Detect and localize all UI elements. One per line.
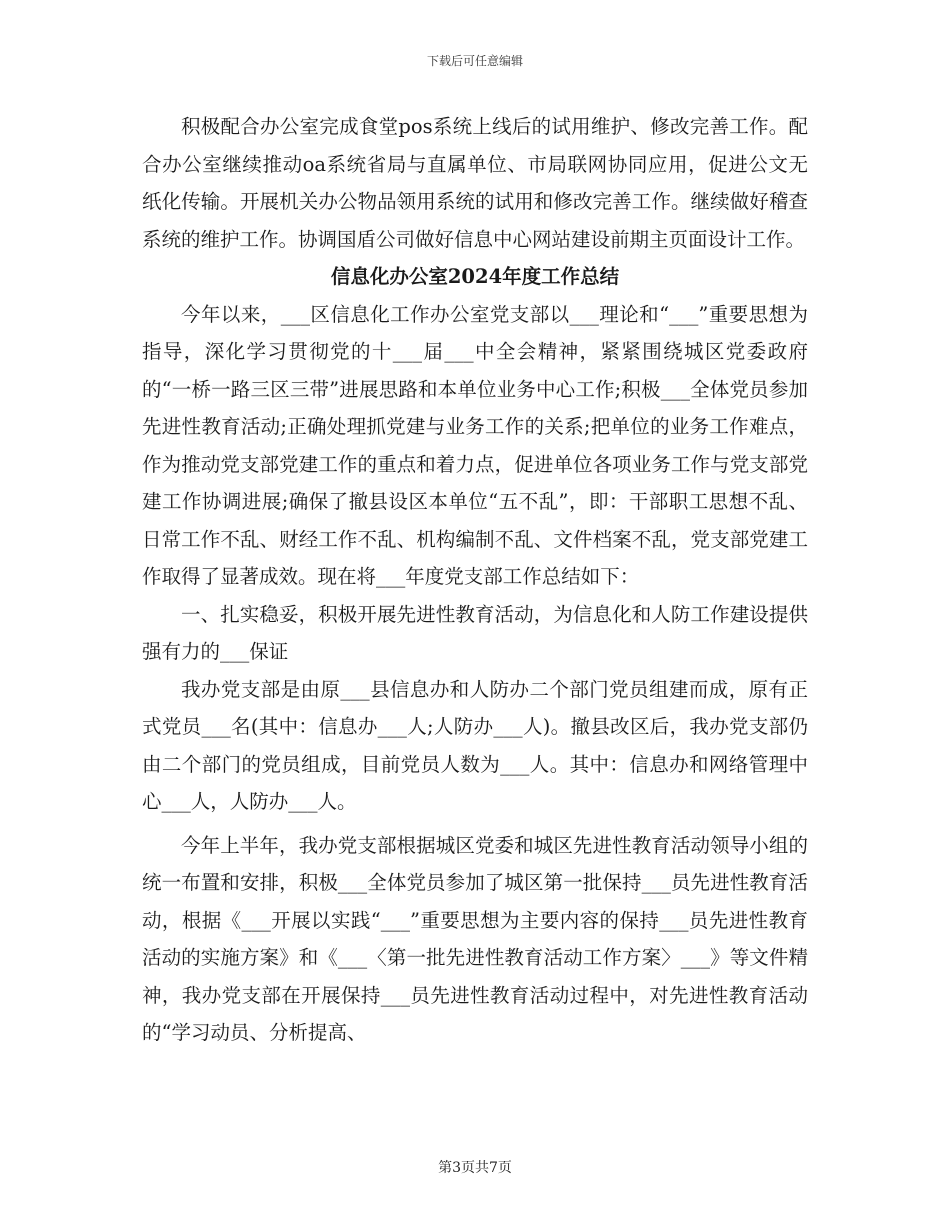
paragraph-education-activity: 今年上半年，我办党支部根据城区党委和城区先进性教育活动领导小组的统一布置和安排，积极___全体党员参加了城区第一批保持___员先进性教育活动，根据《___开展以实践“___”重要思想为主要内容的保持___员先进性教育活动的实施方案》和《___〈第一批先进性教育活动工作方案〉___》等文件精神，我办党支部在开展保持___员先进性教育活动过程中，对先进性教育活动的“学习动员、分析提高、 — [142, 833, 808, 1044]
document-title: 信息化办公室2024年度工作总结 — [330, 265, 620, 288]
page-header: 下载后可任意编辑 — [426, 54, 523, 68]
document-body — [142, 108, 808, 1052]
page-footer: 第3页共7页 — [438, 1160, 512, 1176]
paragraph-intro: 积极配合办公室完成食堂pos系统上线后的试用维护、修改完善工作。配合办公室继续推动oa系统省局与直属单位、市局联网协同应用，促进公文无纸化传输。开展机关办公物品领用系统的试用和修改完善工作。继续做好稽查系统的维护工作。协调国盾公司做好信息中心网站建设前期主页面设计工作。 — [142, 115, 808, 251]
paragraph-overview: 今年以来，___区信息化工作办公室党支部以___理论和“___”重要思想为指导，深化学习贯彻党的十___届___中全会精神，紧紧围绕城区党委政府的“一桥一路三区三带”进展思路和本单位业务中心工作;积极___全体党员参加先进性教育活动;正确处理抓党建与业务工作的关系;把单位的业务工作难点，作为推动党支部党建工作的重点和着力点，促进单位各项业务工作与党支部党建工作协调进展;确保了撤县设区本单位“五不乱”，即：干部职工思想不乱、日常工作不乱、财经工作不乱、机构编制不乱、文件档案不乱，党支部党建工作取得了显著成效。现在将___年度党支部工作总结如下： — [142, 302, 808, 588]
paragraph-party-branch: 我办党支部是由原___县信息办和人防办二个部门党员组建而成，原有正式党员___名(其中：信息办___人;人防办___人)。撤县改区后，我办党支部仍由二个部门的党员组成，目前党员人数为___人。其中：信息办和网络管理中心___人，人防办___人。 — [142, 677, 808, 813]
section-heading-1: 一、扎实稳妥，积极开展先进性教育活动，为信息化和人防工作建设提供强有力的___保证 — [142, 602, 808, 663]
